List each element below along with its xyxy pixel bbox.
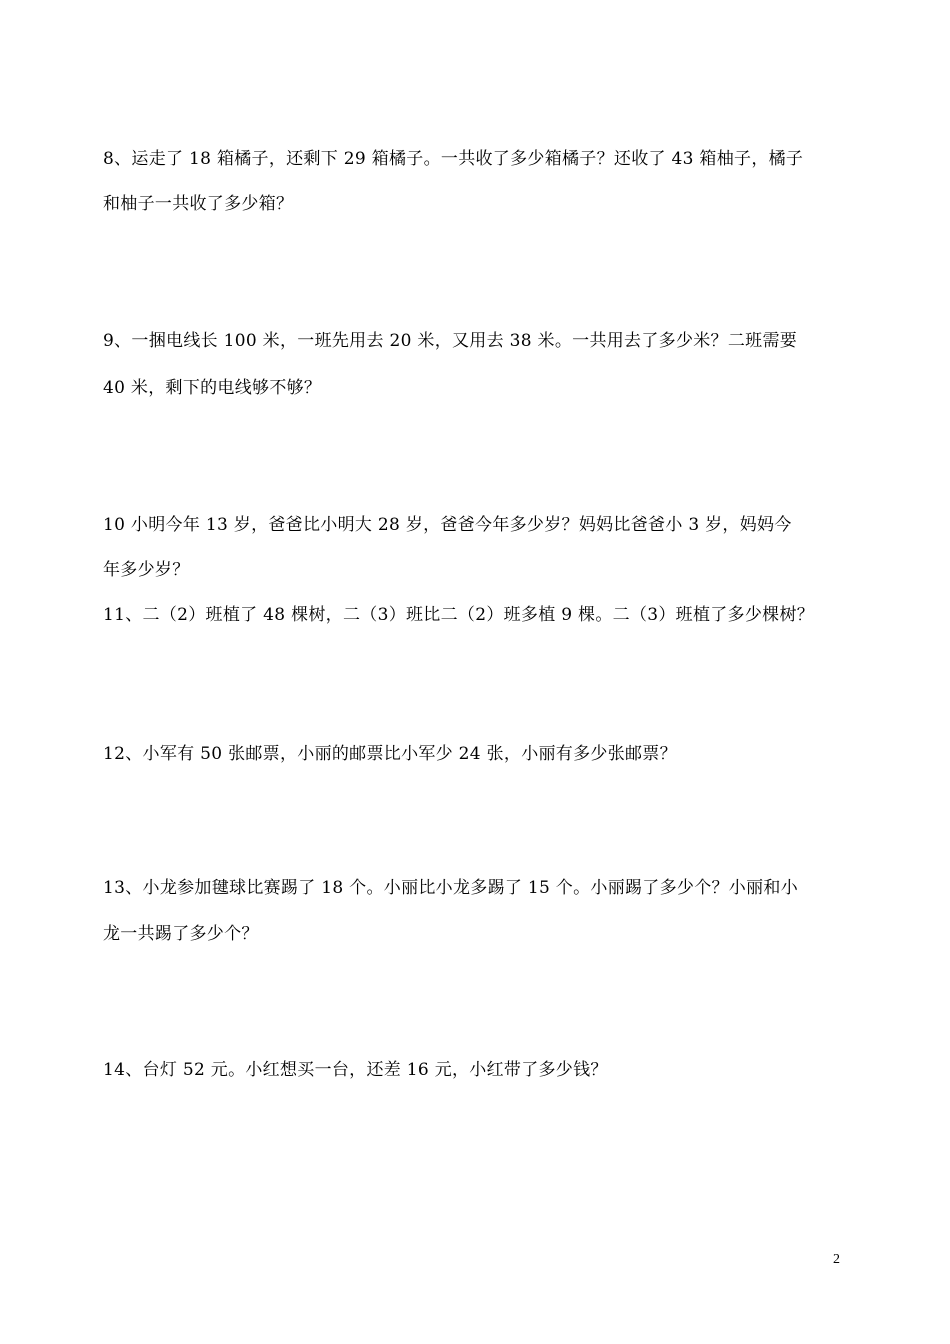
question-14-line-1: 14、台灯 52 元。小红想买一台，还差 16 元，小红带了多少钱？ (103, 1060, 608, 1080)
question-11-line-1: 11、二（2）班植了 48 棵树，二（3）班比二（2）班多植 9 棵。二（3）班植了多少棵树？ (103, 605, 815, 625)
question-8-line-1: 8、运走了 18 箱橘子，还剩下 29 箱橘子。一共收了多少箱橘子？还收了 43 箱柚子，橘子 (103, 149, 804, 169)
question-8-line-2: 和柚子一共收了多少箱？ (103, 194, 294, 214)
question-13-line-2: 龙一共踢了多少个？ (103, 924, 259, 944)
question-10-line-2: 年多少岁？ (103, 560, 190, 580)
question-9-line-2: 40 米，剩下的电线够不够？ (103, 378, 322, 398)
question-9-line-1: 9、一捆电线长 100 米，一班先用去 20 米，又用去 38 米。一共用去了多少米？二班需要 (103, 331, 798, 351)
question-10-line-1: 10 小明今年 13 岁，爸爸比小明大 28 岁，爸爸今年多少岁？妈妈比爸爸小 3 岁，妈妈今 (103, 515, 792, 535)
question-13-line-1: 13、小龙参加毽球比赛踢了 18 个。小丽比小龙多踢了 15 个。小丽踢了多少个？小丽和小 (103, 878, 799, 898)
question-12-line-1: 12、小军有 50 张邮票，小丽的邮票比小军少 24 张，小丽有多少张邮票？ (103, 744, 677, 764)
page-number: 2 (833, 1252, 840, 1267)
